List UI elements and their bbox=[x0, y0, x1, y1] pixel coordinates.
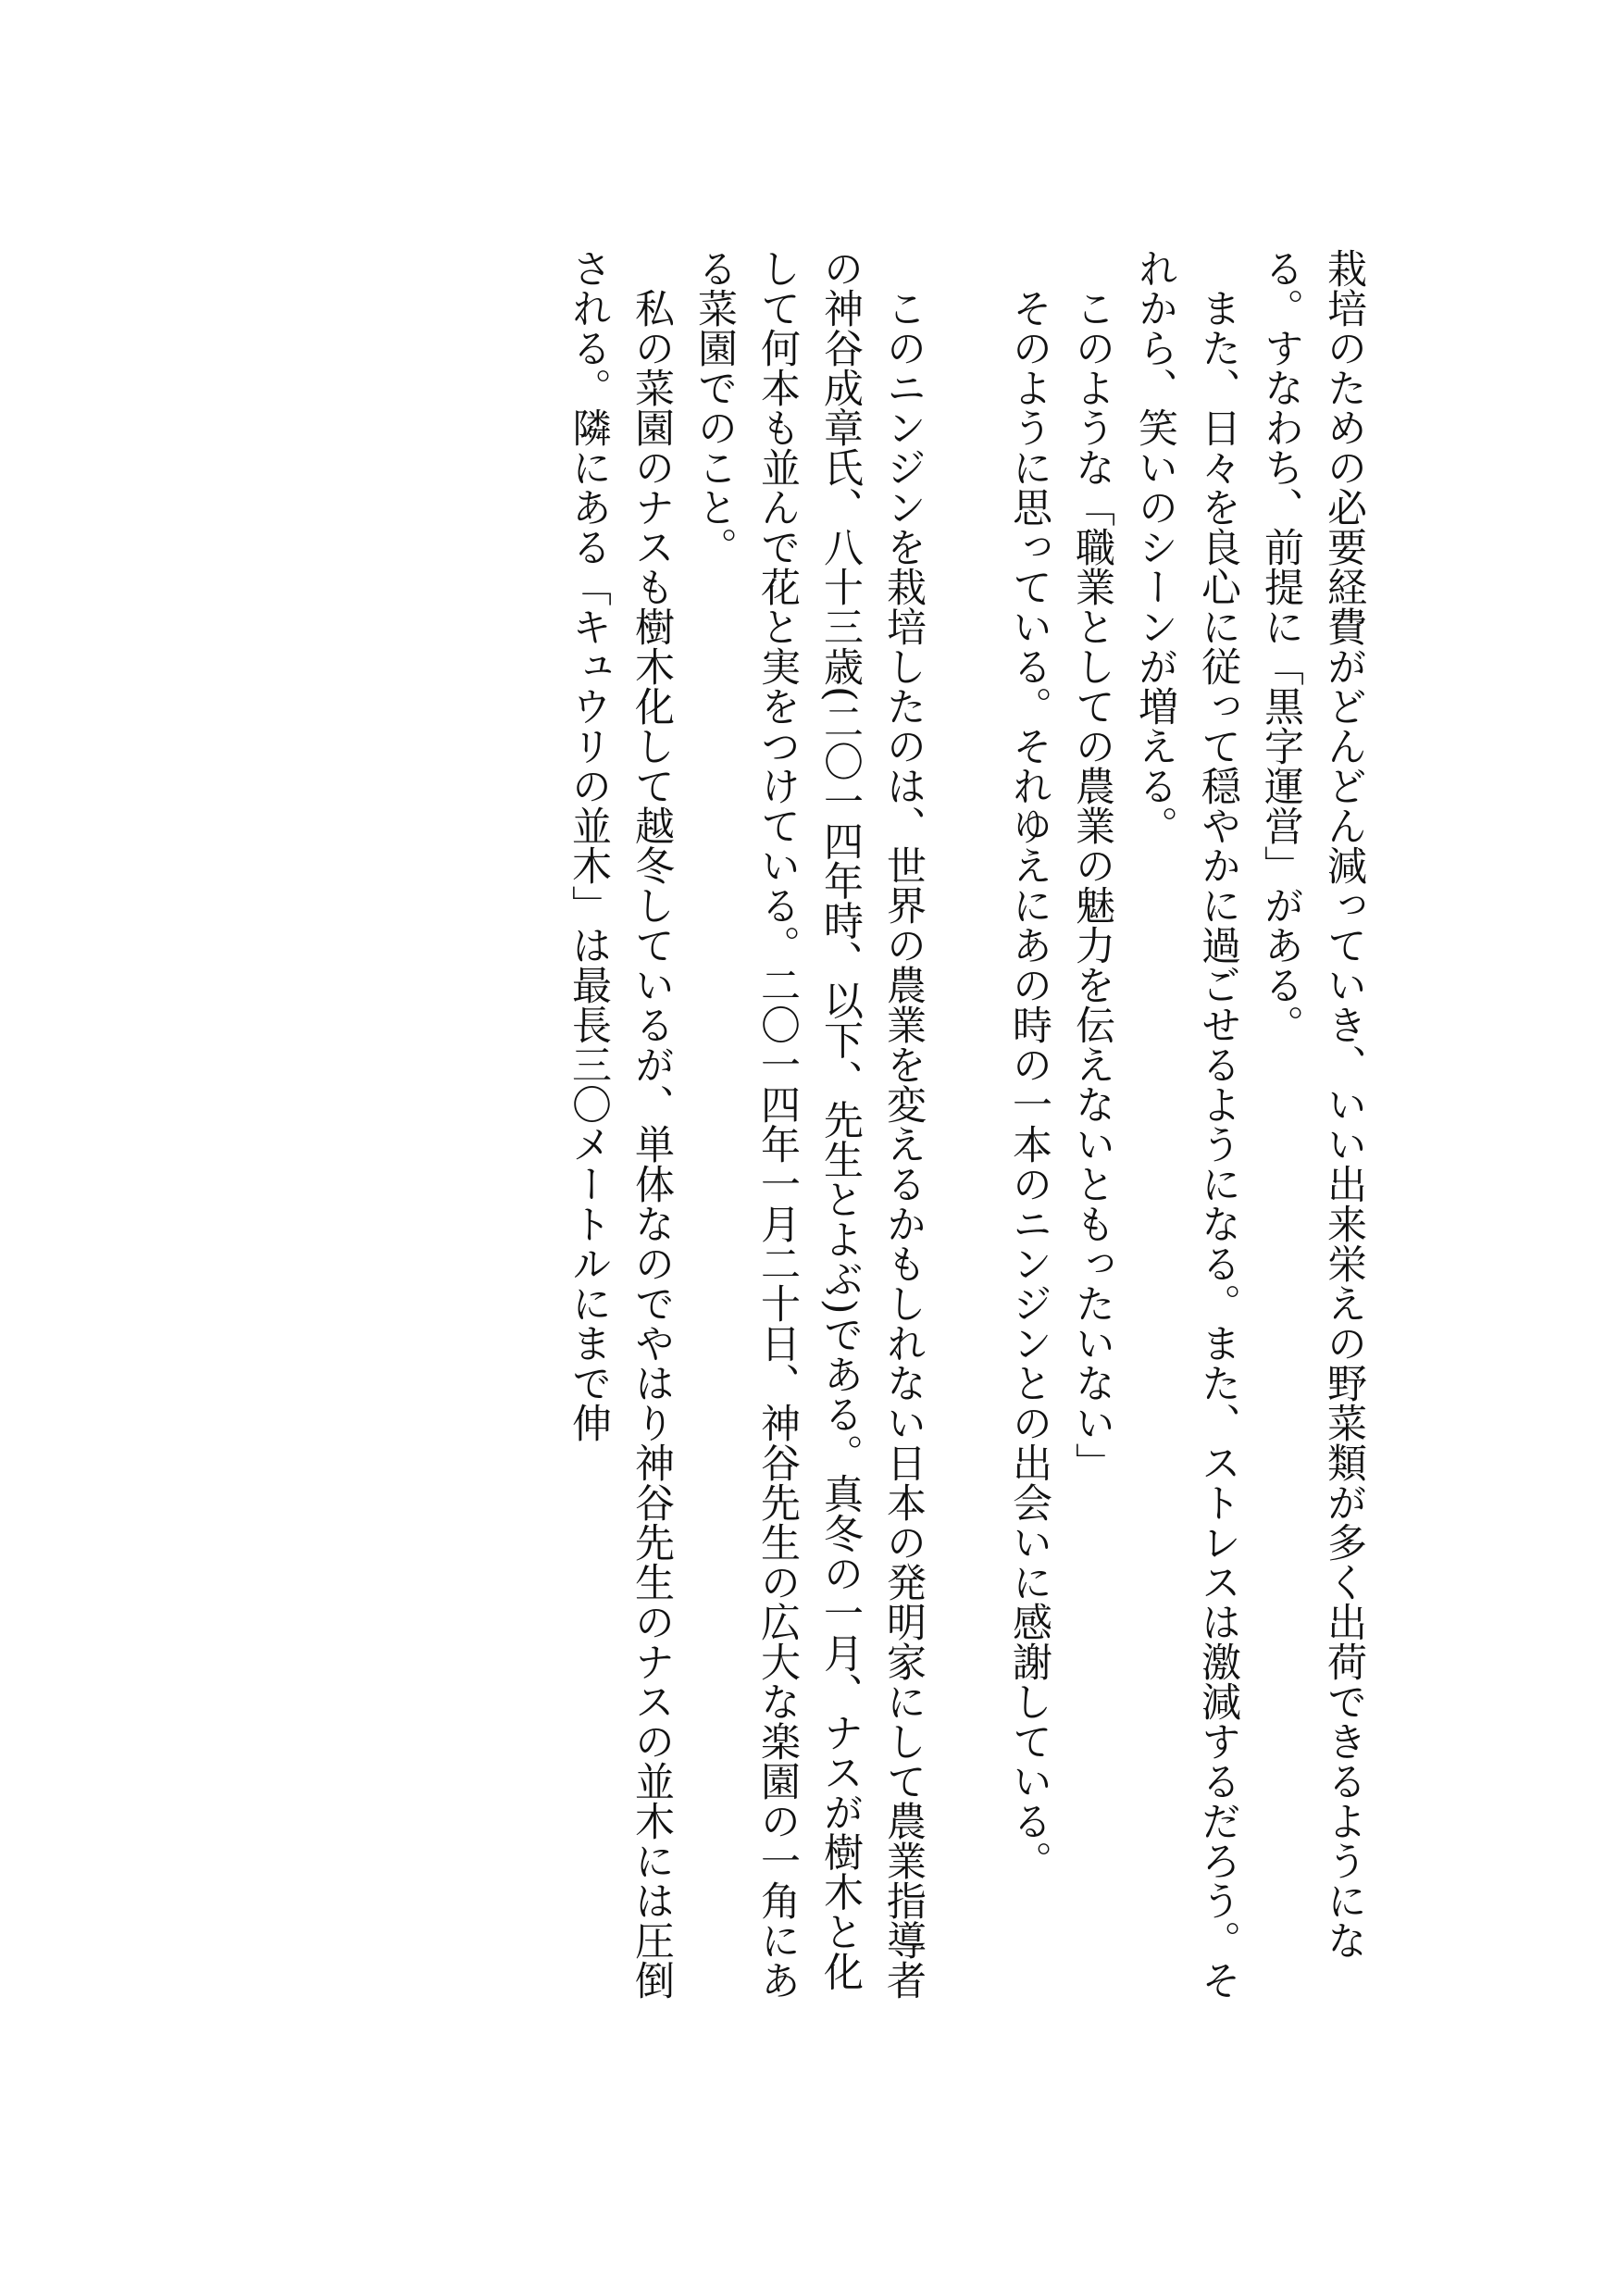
paragraph-1: 栽培のための必要経費がどんどん減っていき、いい出来栄えの野菜類が多く出荷できるようになる。すなわち、前提に「黒字運営」がある。 bbox=[1258, 248, 1367, 1960]
paragraph-4: そのように思っている。それゆえにあの時の一本のニンジンとの出会いに感謝している。 bbox=[1006, 248, 1052, 1880]
paragraph-6: 私の菜園のナスも樹木化して越冬しているが、単体なのでやはり神谷先生のナスの並木には圧倒される。隣にある「キュウリの並木」は最長三〇メートルにまで伸 bbox=[566, 248, 675, 2000]
paragraph-2: また、日々を良心に従って穏やかに過ごせるようになる。また、ストレスは激減するだろう。それから、笑いのシーンが増える。 bbox=[1132, 248, 1241, 2000]
vertical-text-body bbox=[181, 248, 1375, 2003]
paragraph-spacer bbox=[935, 248, 998, 2003]
paragraph-5: このニンジンを栽培したのは、世界の農業を変えるかもしれない日本の発明家にして農業指導者の神谷成章氏、八十三歳(二〇一四年時、以下、先生とよぶ)である。真冬の一月、ナスが樹木と化して何本も並んで花と実をつけている。二〇一四年一月二十日、神谷先生の広大な楽園の一角にある菜園でのこと。 bbox=[691, 248, 927, 2000]
paragraph-3: このような「職業としての農業の魅力を伝えないともったいない」 bbox=[1069, 248, 1115, 1482]
